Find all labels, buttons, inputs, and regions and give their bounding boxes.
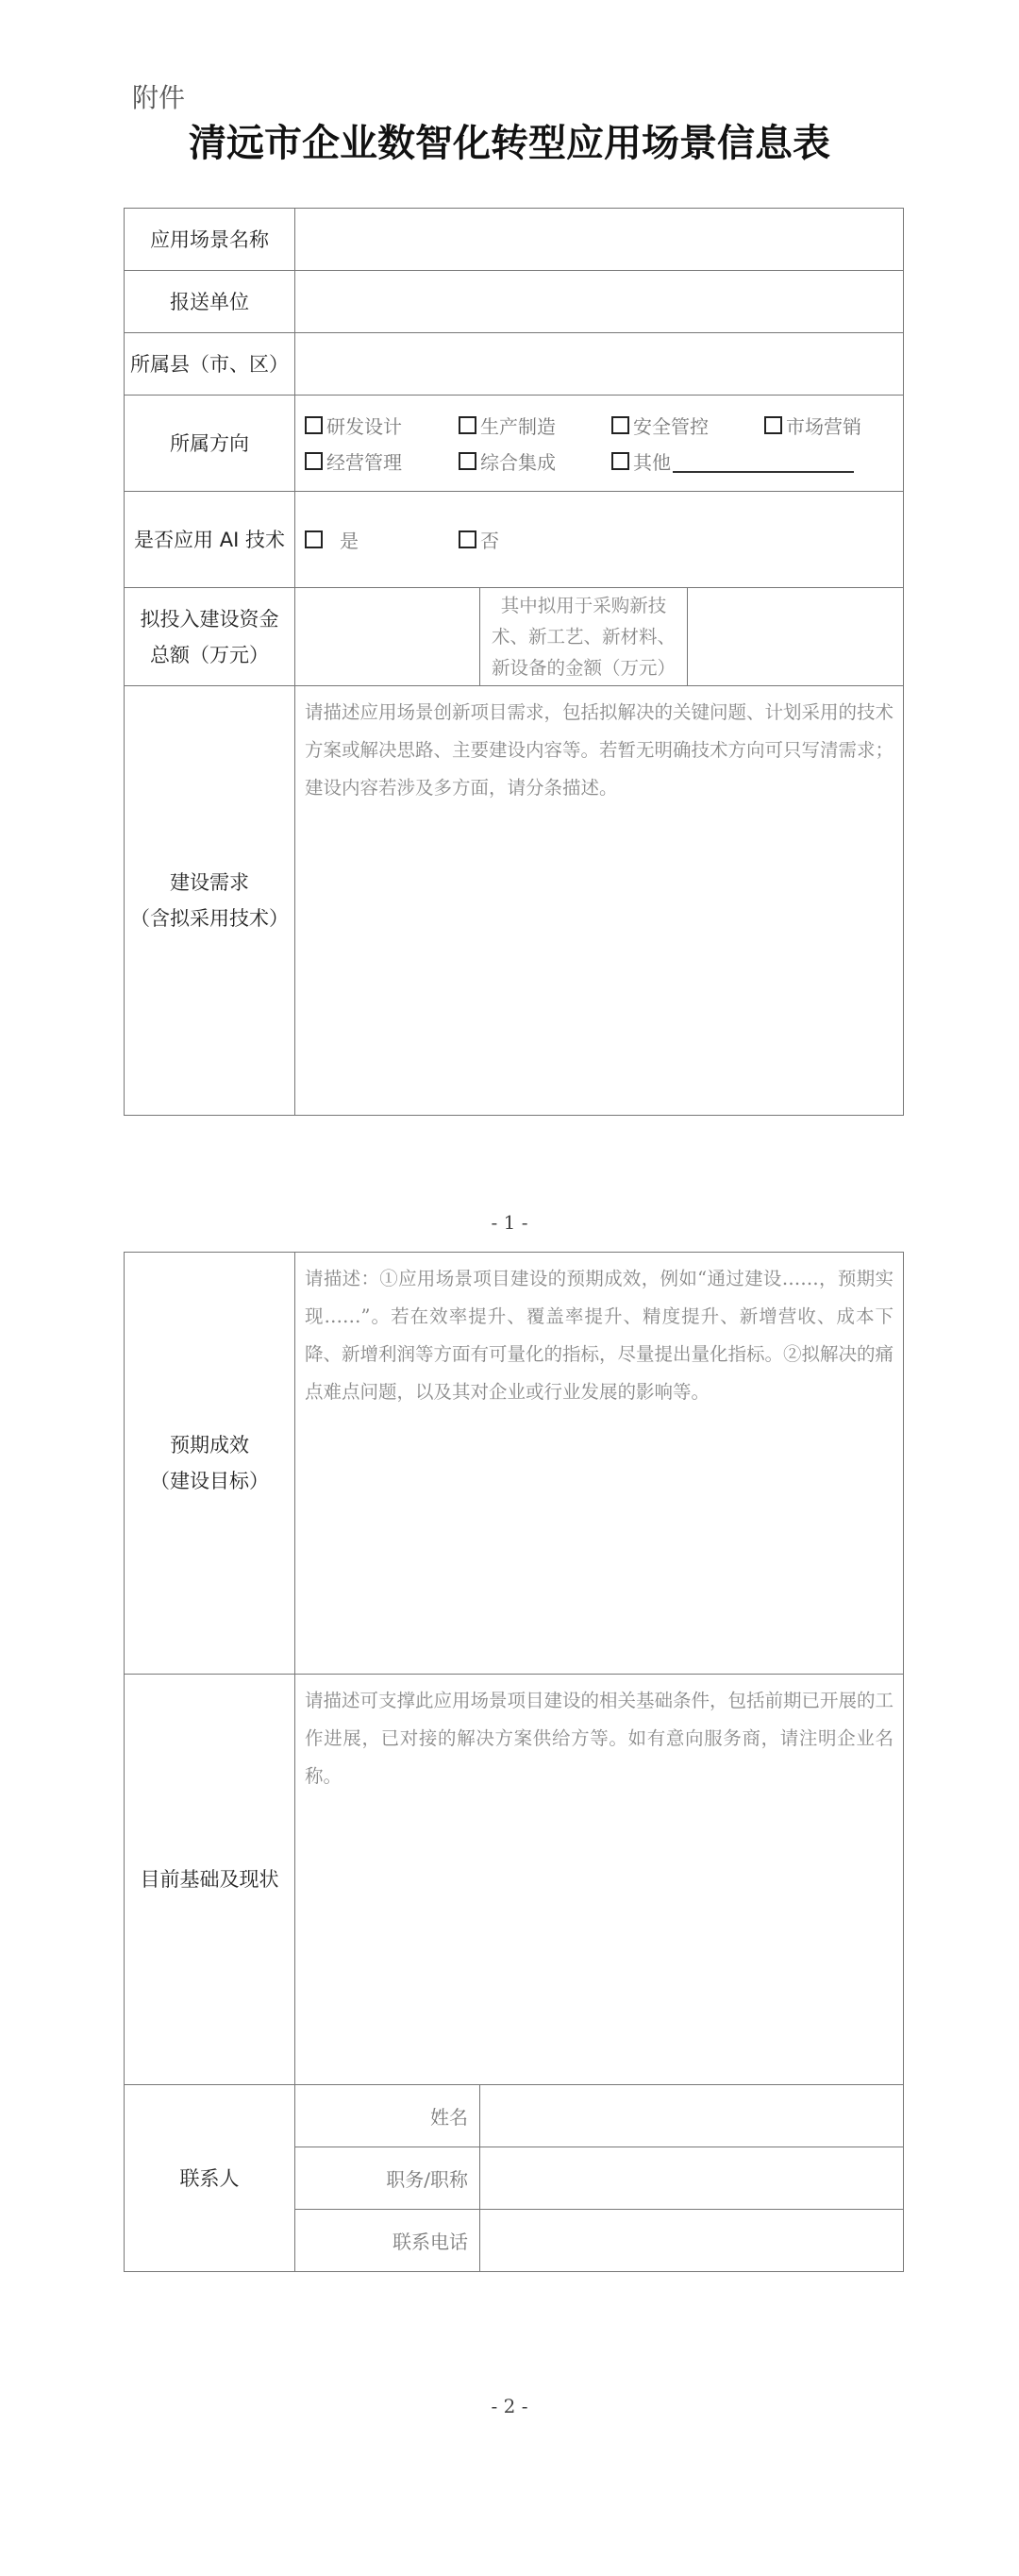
contact-title-field[interactable]: [480, 2147, 904, 2210]
checkbox-ai-yes[interactable]: [305, 526, 459, 553]
row-contact-name: [125, 2085, 904, 2147]
procure-label: 其中拟用于采购新技术、新工艺、新材料、新设备的金额（万元）: [480, 588, 688, 686]
checkbox-label: 否: [480, 530, 499, 552]
county-field[interactable]: [295, 333, 904, 396]
ai-options: [295, 492, 904, 588]
row-basis: [125, 1675, 904, 2085]
basis-field[interactable]: 请描述可支撑此应用场景项目建设的相关基础条件，包括前期已开展的工作进展，已对接的解决方案供给方等。如有意向服务商，请注明企业名称。: [295, 1675, 904, 2085]
scene-info-table: [124, 208, 904, 1116]
demand-label-line1: 建设需求: [170, 871, 249, 894]
checkbox-icon: [305, 416, 323, 434]
contact-name-field[interactable]: [480, 2085, 904, 2147]
checkbox-rd-design[interactable]: [305, 412, 459, 439]
demand-label: [125, 686, 295, 1116]
row-investment: [125, 588, 904, 686]
checkbox-label: 市场营销: [786, 415, 861, 438]
investment-label-line2: 总额（万元）: [150, 643, 269, 666]
unit-field[interactable]: [295, 271, 904, 333]
checkbox-icon: [611, 416, 629, 434]
checkbox-icon: [764, 416, 782, 434]
checkbox-management[interactable]: [305, 447, 459, 475]
contact-label: 联系人: [125, 2085, 295, 2272]
procure-field[interactable]: [688, 588, 904, 686]
scene-effect-table: [124, 1252, 904, 2272]
contact-title-label: 职务/职称: [295, 2147, 480, 2210]
checkbox-label: 安全管控: [633, 415, 709, 438]
row-scene-name: [125, 209, 904, 271]
row-unit: [125, 271, 904, 333]
investment-label-line1: 拟投入建设资金: [140, 607, 279, 631]
checkbox-ai-no[interactable]: [459, 526, 499, 553]
direction-options: [295, 396, 904, 492]
scene-name-label: 应用场景名称: [125, 209, 295, 271]
row-county: [125, 333, 904, 396]
effect-label-line2: （建设目标）: [150, 1470, 269, 1492]
scene-name-field[interactable]: [295, 209, 904, 271]
direction-label: 所属方向: [125, 396, 295, 492]
investment-label: [125, 588, 295, 686]
row-effect: [125, 1253, 904, 1675]
checkbox-label: 是: [340, 530, 359, 552]
checkbox-icon: [305, 530, 323, 548]
other-underline-field[interactable]: [673, 450, 854, 473]
page-number-1: - 1 -: [491, 1211, 528, 1234]
effect-field[interactable]: 请描述：①应用场景项目建设的预期成效，例如“通过建设……，预期实现……”。若在效率提升、覆盖率提升、精度提升、新增营收、成本下降、新增利润等方面有可量化的指标，尽量提出量化指标。②拟解决的痛点难点问题，以及其对企业或行业发展的影响等。: [295, 1253, 904, 1675]
contact-phone-label: 联系电话: [295, 2210, 480, 2272]
checkbox-other[interactable]: [611, 447, 854, 475]
page-number-2: - 2 -: [491, 2395, 528, 2417]
row-demand: [125, 686, 904, 1116]
checkbox-safety[interactable]: [611, 412, 764, 439]
checkbox-label: 经营管理: [326, 451, 402, 474]
row-direction: [125, 396, 904, 492]
contact-name-label: 姓名: [295, 2085, 480, 2147]
checkbox-label: 其他: [633, 451, 671, 474]
checkbox-label: 生产制造: [480, 415, 556, 438]
checkbox-label: 综合集成: [480, 451, 556, 474]
checkbox-label: 研发设计: [326, 415, 402, 438]
basis-label: 目前基础及现状: [125, 1675, 295, 2085]
annex-label: 附件: [132, 82, 186, 113]
demand-label-line2: （含拟采用技术）: [130, 907, 289, 930]
unit-label: 报送单位: [125, 271, 295, 333]
row-ai: [125, 492, 904, 588]
checkbox-icon: [611, 452, 629, 470]
effect-label-line1: 预期成效: [170, 1434, 249, 1456]
contact-phone-field[interactable]: [480, 2210, 904, 2272]
county-label: 所属县（市、区）: [125, 333, 295, 396]
checkbox-icon: [459, 452, 476, 470]
ai-label: 是否应用 AI 技术: [125, 492, 295, 588]
checkbox-icon: [459, 416, 476, 434]
checkbox-icon: [305, 452, 323, 470]
effect-label: [125, 1253, 295, 1675]
checkbox-icon: [459, 530, 476, 548]
demand-field[interactable]: 请描述应用场景创新项目需求，包括拟解决的关键问题、计划采用的技术方案或解决思路、主要建设内容等。若暂无明确技术方向可只写清需求；建设内容若涉及多方面，请分条描述。: [295, 686, 904, 1116]
checkbox-marketing[interactable]: [764, 412, 861, 439]
checkbox-integration[interactable]: [459, 447, 611, 475]
investment-field[interactable]: [295, 588, 480, 686]
checkbox-production[interactable]: [459, 412, 611, 439]
page-title: 清远市企业数智化转型应用场景信息表: [189, 121, 830, 165]
